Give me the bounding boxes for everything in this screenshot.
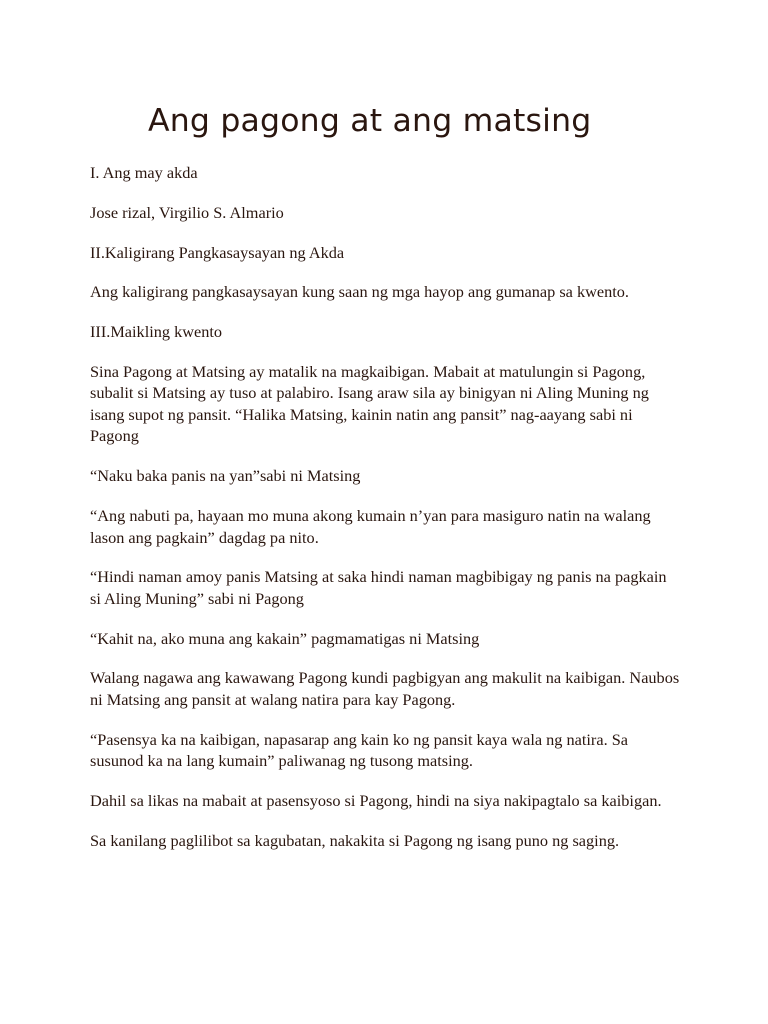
section-heading-background: II.Kaligirang Pangkasaysayan ng Akda — [90, 242, 345, 262]
story-paragraph: “Ang nabuti pa, hayaan mo muna akong kumain n’yan para masiguro natin na walang lason ang pagkain” dagdag pa nito. — [90, 506, 651, 547]
story-paragraph: Sa kanilang paglilibot sa kagubatan, nakakita si Pagong ng isang puno ng saging. — [90, 830, 620, 850]
background-paragraph: Ang kaligirang pangkasaysayan kung saan ng mga hayop ang gumanap sa kwento. — [90, 282, 629, 302]
document-body — [90, 162, 680, 870]
story-paragraph: “Kahit na, ako muna ang kakain” pagmamatigas ni Matsing — [90, 628, 480, 648]
story-paragraph: “Hindi naman amoy panis Matsing at saka hindi naman magbibigay ng panis na pagkain si Aling Muning” sabi ni Pagong — [90, 567, 667, 608]
story-paragraph: Walang nagawa ang kawawang Pagong kundi pagbigyan ang makulit na kaibigan. Naubos ni Matsing ang pansit at walang natira para kay Pagong. — [90, 668, 680, 709]
section-heading-author: I. Ang may akda — [90, 163, 198, 182]
story-paragraph: “Naku baka panis na yan”sabi ni Matsing — [90, 466, 361, 486]
author-names: Jose rizal, Virgilio S. Almario — [90, 202, 284, 222]
story-paragraph: Sina Pagong at Matsing ay matalik na magkaibigan. Mabait at matulungin si Pagong, subalit si Matsing ay tuso at palabiro. Isang araw sila ay binigyan ni Aling Muning ng isang supot ng pansit. “Halika Matsing, kainin natin ang pansit” nag-aayang sabi ni Pagong — [90, 361, 649, 446]
section-heading-story: III.Maikling kwento — [90, 322, 223, 342]
document-title: Ang pagong at ang matsing — [148, 103, 592, 139]
story-paragraph: “Pasensya ka na kaibigan, napasarap ang kain ko ng pansit kaya wala ng natira. Sa susunod ka na lang kumain” paliwanag ng tusong matsing. — [90, 729, 629, 771]
story-paragraph: Dahil sa likas na mabait at pasensyoso si Pagong, hindi na siya nakipagtalo sa kaibigan. — [90, 791, 662, 811]
